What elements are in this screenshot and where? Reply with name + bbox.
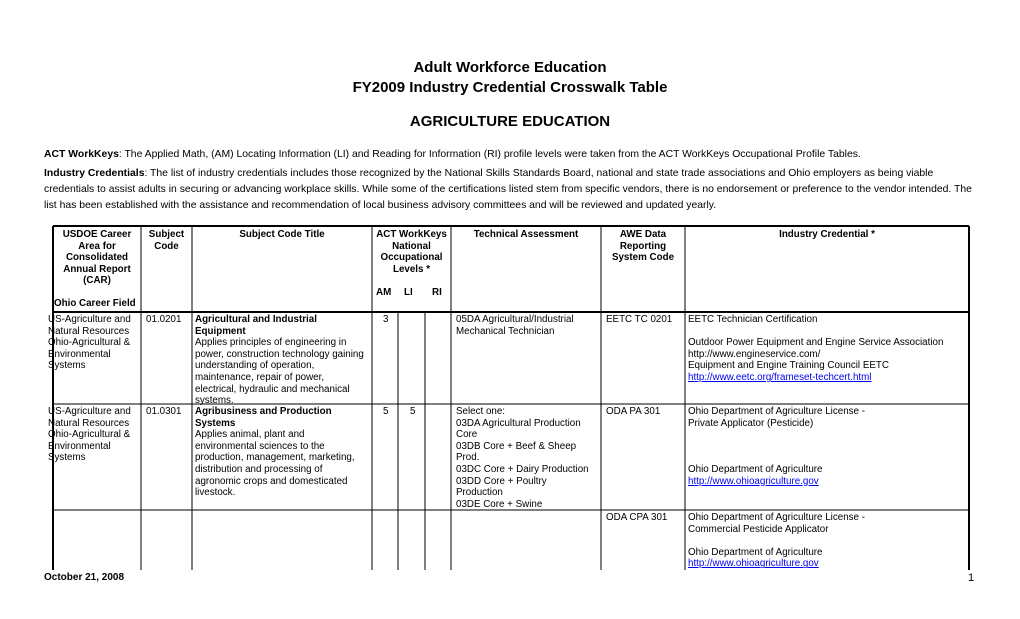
- header-li: LI: [404, 287, 413, 298]
- row1-technical-line: Mechanical Technician: [456, 325, 555, 337]
- document-subtitle: FY2009 Industry Credential Crosswalk Table: [352, 79, 668, 96]
- row1-desc-line: power, construction technology gaining: [195, 348, 364, 360]
- row2-car: [48, 406, 131, 464]
- row1-car-line: US-Agriculture and: [48, 314, 131, 325]
- row2-technical-line: 03DD Core + Poultry: [456, 475, 547, 487]
- row1-desc-line: systems.: [195, 395, 234, 407]
- credentials-paragraph: [44, 166, 974, 214]
- row1-desc-line: maintenance, repair of power,: [195, 371, 325, 383]
- workkeys-label: ACT WorkKeys: [44, 149, 119, 160]
- header-ri: RI: [432, 287, 442, 298]
- row2-technical: [456, 406, 589, 510]
- row2-technical-line: Select one:: [456, 406, 506, 417]
- row2-subject-title: [195, 406, 355, 499]
- row2-credential-blank: [688, 429, 865, 441]
- row2-technical-line: 03DE Core + Swine: [456, 498, 543, 510]
- header-awe-line: System Code: [611, 252, 675, 264]
- footer-page-number: 1: [968, 572, 975, 584]
- row1-technical-line: 05DA Agricultural/Industrial: [456, 314, 574, 325]
- credentials-label: Industry Credentials: [44, 168, 145, 179]
- row2-credential: [688, 406, 865, 487]
- row2-desc-line: production, management, marketing,: [195, 452, 355, 464]
- row2-desc-line: livestock.: [195, 487, 236, 499]
- row1-credential-line: http://www.engineservice.com/: [688, 348, 821, 360]
- header-subject-code: [143, 229, 190, 252]
- header-ohio-career-field: Ohio Career Field: [54, 298, 136, 309]
- header-industry-credential: Industry Credential *: [779, 229, 875, 240]
- workkeys-text: : The Applied Math, (AM) Locating Information (LI) and Reading for Information (RI) profile levels were taken from the ACT WorkKeys Occupational Profile Tables.: [118, 149, 861, 160]
- row2-credential-blank: [688, 452, 865, 464]
- row3-credential: [688, 512, 865, 570]
- row2-am: 5: [383, 406, 389, 417]
- row1-subject-code: 01.0201: [146, 314, 182, 325]
- header-subject-code-line: Subject: [148, 229, 185, 240]
- header-workkeys: [372, 229, 451, 275]
- header-awe-line: Reporting: [619, 240, 667, 252]
- row2-credential-blank: [688, 441, 865, 453]
- row1-desc-line: understanding of operation,: [195, 360, 315, 372]
- row2-car-line: Natural Resources: [48, 417, 130, 429]
- row1-credential-line: Outdoor Power Equipment and Engine Service Association: [688, 337, 944, 349]
- row2-technical-line: 03DC Core + Dairy Production: [456, 463, 589, 475]
- row1-car: [48, 314, 131, 372]
- header-car-line: (CAR): [83, 275, 111, 287]
- row2-technical-line: Production: [456, 487, 503, 499]
- row2-li: 5: [410, 406, 416, 417]
- row2-credential-line: Private Applicator (Pesticide): [688, 417, 814, 429]
- footer-date: October 21, 2008: [44, 572, 125, 583]
- header-workkeys-line: National: [392, 240, 431, 252]
- row2-car-line: US-Agriculture and: [48, 406, 131, 417]
- row2-desc-line: Applies animal, plant and: [195, 429, 305, 441]
- header-am: AM: [376, 287, 392, 298]
- row1-credential: [688, 314, 943, 384]
- row1-car-line: Systems: [48, 360, 86, 372]
- row2-car-line: Systems: [48, 452, 86, 464]
- header-awe: [603, 229, 683, 264]
- row1-credential-blank: [688, 326, 943, 338]
- row3-credential-line: Ohio Department of Agriculture: [688, 546, 823, 558]
- row2-technical-line: 03DA Agricultural Production: [456, 417, 581, 429]
- row2-desc-line: distribution and processing of: [195, 463, 323, 475]
- row2-car-line: Environmental: [48, 440, 111, 452]
- row2-awe-code: ODA PA 301: [606, 406, 661, 417]
- row3-credential-link[interactable]: http://www.ohioagriculture.gov: [688, 558, 819, 570]
- header-awe-line: AWE Data: [619, 229, 667, 240]
- row2-desc-line: agronomic crops and domesticated: [195, 475, 348, 487]
- header-workkeys-line: ACT WorkKeys: [376, 229, 447, 240]
- document-title: Adult Workforce Education: [413, 59, 607, 76]
- row1-car-line: Natural Resources: [48, 325, 130, 337]
- row3-credential-blank: [688, 535, 865, 547]
- header-technical-assessment: Technical Assessment: [473, 229, 579, 240]
- row2-title-line: Agribusiness and Production: [195, 406, 332, 417]
- row2-technical-line: Core: [456, 429, 478, 441]
- header-subject-title: Subject Code Title: [239, 229, 325, 240]
- row1-subject-title: [195, 314, 364, 407]
- row1-credential-line: Equipment and Engine Training Council EETC: [688, 360, 889, 372]
- row2-technical-line: Prod.: [456, 452, 480, 464]
- row1-credential-line: EETC Technician Certification: [688, 314, 818, 325]
- row1-awe-code: EETC TC 0201: [606, 314, 673, 325]
- row1-am: 3: [383, 314, 389, 325]
- row2-desc-line: environmental sciences to the: [195, 440, 325, 452]
- credentials-text: : The list of industry credentials includes those recognized by the National Skills Standards Board, national and state trade associations and Ohio employers as being viable credentials to assist adults in securing or advancing workplace skills. While some of the certifications listed stem from specific vendors, there is no endorsement or preference to the vendor intended. The list has been established with the assistance and recommendation of local business advisory committees and will be reviewed and updated yearly.: [44, 168, 972, 211]
- row2-credential-link[interactable]: http://www.ohioagriculture.gov: [688, 475, 819, 487]
- header-car-line: Annual Report: [63, 263, 131, 275]
- row2-subject-code: 01.0301: [146, 406, 182, 417]
- workkeys-paragraph: [44, 147, 974, 163]
- row3-credential-line: Commercial Pesticide Applicator: [688, 523, 829, 535]
- row1-title-line: Equipment: [195, 325, 246, 337]
- row3-credential-line: Ohio Department of Agriculture License -: [688, 512, 865, 523]
- row2-credential-line: Ohio Department of Agriculture: [688, 463, 823, 475]
- header-car-line: Consolidated: [65, 252, 129, 264]
- row1-title-line: Agricultural and Industrial: [195, 314, 317, 325]
- header-workkeys-line: Occupational: [380, 252, 443, 264]
- header-car: [55, 229, 139, 287]
- section-title: AGRICULTURE EDUCATION: [409, 113, 611, 130]
- row3-awe-code: ODA CPA 301: [606, 512, 668, 523]
- header-subject-code-line: Code: [154, 240, 179, 252]
- header-workkeys-line: Levels *: [392, 263, 431, 275]
- row2-title-line: Systems: [195, 417, 236, 429]
- row2-car-line: Ohio-Agricultural &: [48, 429, 131, 441]
- row1-desc-line: Applies principles of engineering in: [195, 337, 347, 349]
- row1-car-line: Ohio-Agricultural &: [48, 337, 131, 349]
- row1-technical: [456, 314, 574, 337]
- row1-desc-line: electrical, hydraulic and mechanical: [195, 383, 350, 395]
- row2-technical-line: 03DB Core + Beef & Sheep: [456, 440, 577, 452]
- row1-car-line: Environmental: [48, 348, 111, 360]
- row1-credential-link[interactable]: http://www.eetc.org/frameset-techcert.html: [688, 371, 872, 383]
- header-car-line: Area for: [78, 240, 116, 252]
- header-car-line: USDOE Career: [62, 229, 132, 240]
- row2-credential-line: Ohio Department of Agriculture License -: [688, 406, 865, 417]
